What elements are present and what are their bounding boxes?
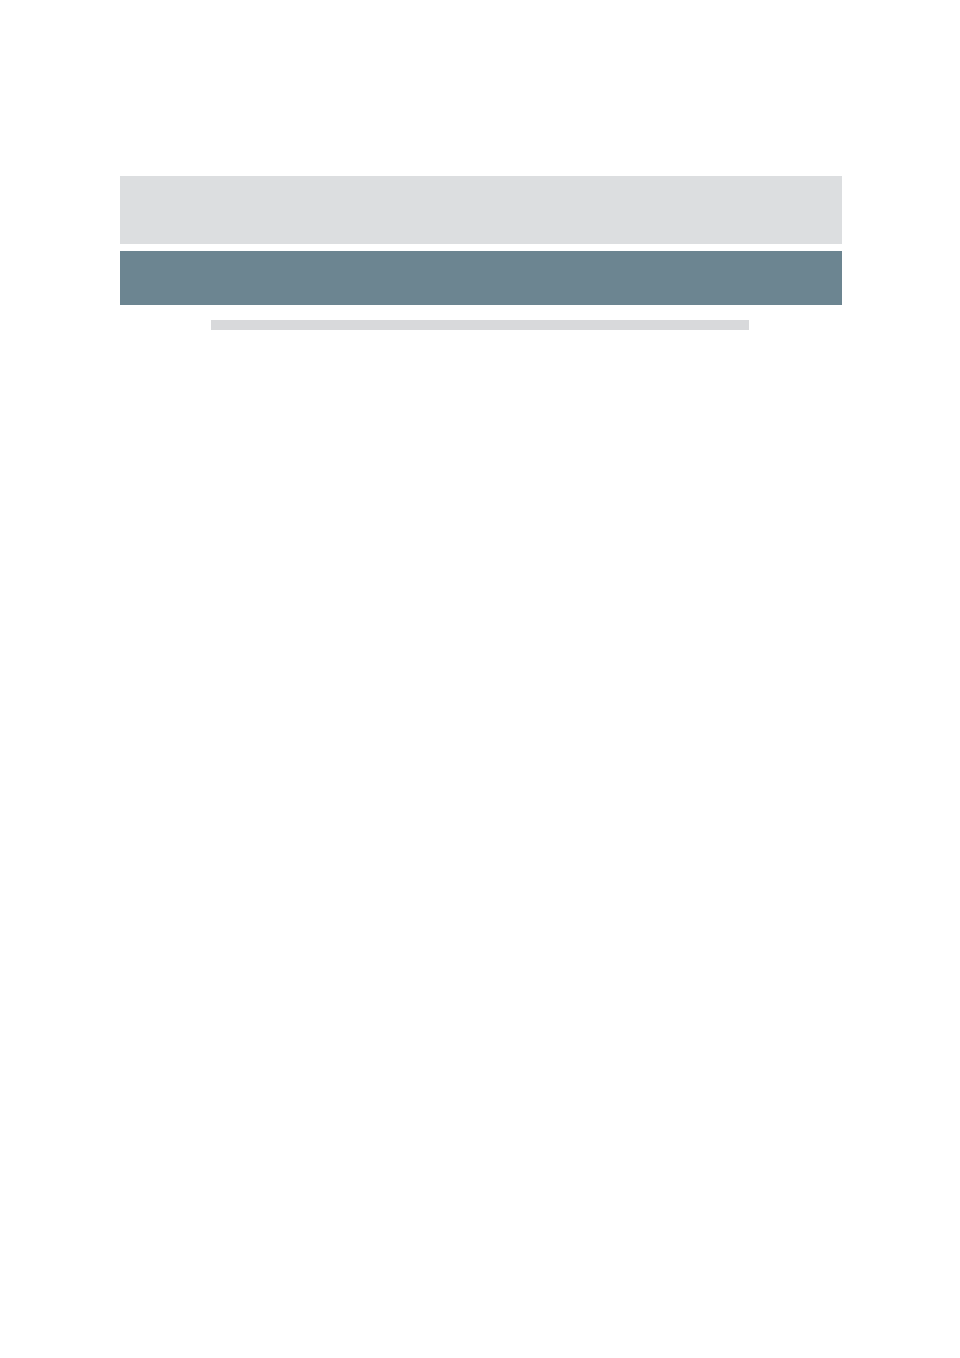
header-band-light <box>120 176 842 244</box>
group-header <box>211 320 749 330</box>
index-content <box>237 318 723 340</box>
header-band-dark <box>120 251 842 305</box>
